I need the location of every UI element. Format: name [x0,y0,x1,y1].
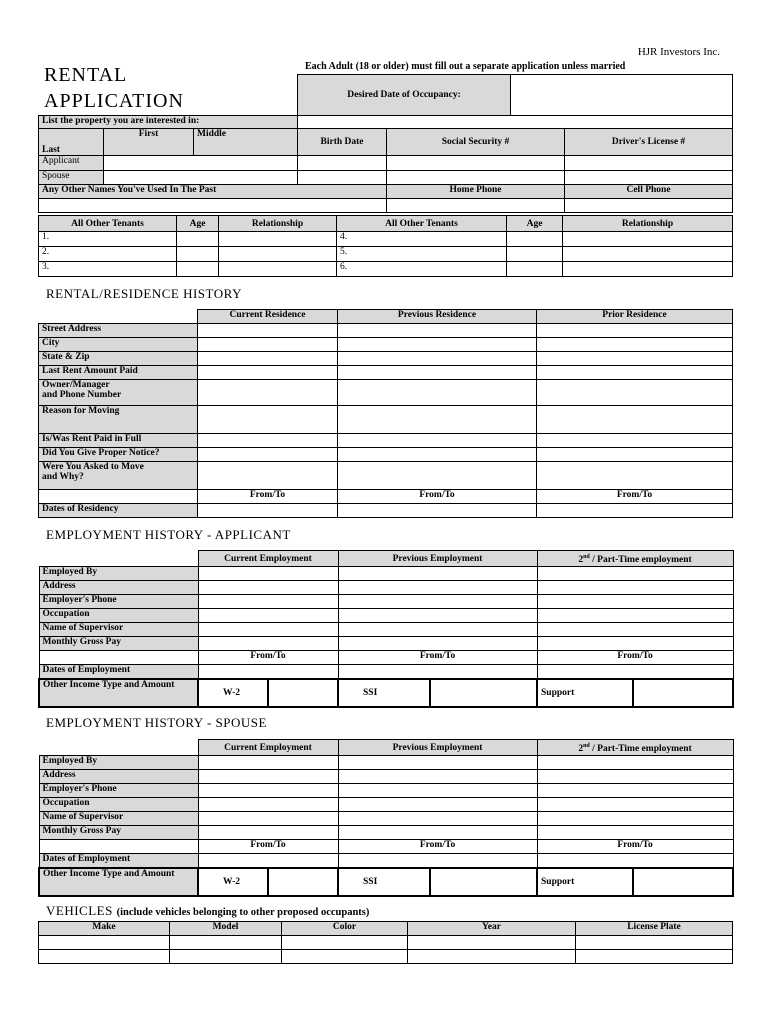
tenant-relationship-field[interactable] [563,232,733,247]
rental-entry-field[interactable] [198,324,338,338]
from-to-label: From/To [198,651,338,665]
col-license-plate: License Plate [576,922,733,936]
spouse-ssn-field[interactable] [387,171,565,185]
employment-entry-field[interactable] [338,826,537,840]
support-field[interactable] [633,868,733,896]
rental-entry-field[interactable] [537,352,733,366]
rental-row-label: City [39,338,198,352]
spouse-name-field[interactable] [104,171,298,185]
col-current-employment: Current Employment [198,740,338,756]
applicant-license-field[interactable] [565,156,733,171]
employment-entry-field[interactable] [338,756,537,770]
dates-field[interactable] [198,665,338,679]
other-names-field[interactable] [39,199,387,213]
employment-row-label: Name of Supervisor [39,623,198,637]
other-names-label: Any Other Names You've Used In The Past [39,185,387,199]
rental-entry-field[interactable] [338,324,537,338]
employment-entry-field[interactable] [537,812,733,826]
employment-row-label: Name of Supervisor [39,812,198,826]
col-previous-employment: Previous Employment [338,740,537,756]
col3-text: / Part-Time employment [589,744,692,755]
w2-field[interactable] [268,679,338,707]
employment-entry-field[interactable] [198,567,338,581]
rental-entry-field[interactable] [198,352,338,366]
employment-entry-field[interactable] [198,595,338,609]
from-to-label: From/To [338,490,537,504]
dates-of-employment-label: Dates of Employment [39,665,198,679]
rental-row-label: Street Address [39,324,198,338]
employment-row-label: Occupation [39,609,198,623]
ssi-label: SSI [338,679,430,707]
vehicle-plate-field[interactable] [576,936,733,950]
tenants-header-left: All Other Tenants [39,216,177,232]
rental-row-label: Last Rent Amount Paid [39,366,198,380]
rental-history-title: RENTAL/RESIDENCE HISTORY [46,286,242,301]
from-to-label: From/To [198,840,338,854]
col-middle: Middle [194,129,298,156]
from-to-label: From/To [537,651,733,665]
rental-entry-field[interactable] [537,338,733,352]
employment-row-label: Monthly Gross Pay [39,637,198,651]
vehicles-title-text: VEHICLES [46,903,113,918]
col-part-time-employment [537,740,733,756]
tenant-relationship-field[interactable] [219,232,337,247]
tenant-age-field[interactable] [507,262,563,277]
col3-sup: nd [583,553,590,560]
employment-row-label: Employed By [39,756,198,770]
employment-entry-field[interactable] [338,581,537,595]
home-phone-label: Home Phone [387,185,565,199]
col3-text: / Part-Time employment [589,555,692,566]
rental-entry-field[interactable] [198,462,338,490]
rental-entry-field[interactable] [198,366,338,380]
rental-entry-field[interactable] [338,338,537,352]
vehicle-year-field[interactable] [408,950,576,964]
occupancy-date-table [297,74,733,116]
col-year: Year [408,922,576,936]
col3-text: 2 [578,555,584,566]
rental-row-label: Reason for Moving [39,406,198,434]
col-last: Last [39,129,104,156]
tenant-age-field[interactable] [507,232,563,247]
employment-entry-field[interactable] [537,637,733,651]
col-current-employment: Current Employment [198,551,338,567]
support-label: Support [537,679,633,707]
rental-entry-field[interactable] [537,448,733,462]
tenant-relationship-field[interactable] [219,247,337,262]
employment-entry-field[interactable] [537,784,733,798]
tenant-number[interactable]: 4. [337,232,507,247]
rental-entry-field[interactable] [338,406,537,434]
employment-entry-field[interactable] [338,595,537,609]
col-previous-residence: Previous Residence [338,310,537,324]
vehicles-table [38,921,733,964]
employment-entry-field[interactable] [537,609,733,623]
applicant-ssn-field[interactable] [387,156,565,171]
rental-row-label: Owner/Manager and Phone Number [39,380,198,406]
employment-entry-field[interactable] [537,798,733,812]
rental-entry-field[interactable] [198,434,338,448]
tenants-header-right: All Other Tenants [337,216,507,232]
dates-field[interactable] [338,854,537,868]
tenant-number[interactable]: 6. [337,262,507,277]
property-label: List the property you are interested in: [39,116,298,129]
rental-entry-field[interactable] [537,380,733,406]
home-phone-field[interactable] [387,199,565,213]
rental-entry-field[interactable] [338,352,537,366]
from-to-label: From/To [537,840,733,854]
spouse-license-field[interactable] [565,171,733,185]
rental-entry-field[interactable] [198,448,338,462]
tenant-relationship-field[interactable] [563,247,733,262]
vehicle-make-field[interactable] [39,936,170,950]
tenant-age-field[interactable] [507,247,563,262]
blank-label-cell [39,651,198,665]
property-field[interactable] [298,116,733,129]
dates-field[interactable] [338,504,537,518]
tenant-relationship-field[interactable] [219,262,337,277]
col3-sup: nd [583,742,590,749]
employment-entry-field[interactable] [198,623,338,637]
occupancy-date-label: Desired Date of Occupancy: [298,75,511,116]
blank-corner [39,740,198,756]
applicant-row-label: Applicant [39,156,104,171]
rental-entry-field[interactable] [338,434,537,448]
applicant-info-table [38,115,733,213]
rental-row-label: State & Zip [39,352,198,366]
vehicle-model-field[interactable] [170,936,282,950]
from-to-label: From/To [338,651,537,665]
rental-entry-field[interactable] [198,338,338,352]
support-field[interactable] [633,679,733,707]
col3-text: 2 [578,744,584,755]
col-model: Model [170,922,282,936]
col-drivers-license: Driver's License # [565,129,733,156]
blank-corner [39,551,198,567]
company-name: HJR Investors Inc. [637,46,720,58]
employment-applicant-table [38,550,734,708]
rental-entry-field[interactable] [198,380,338,406]
dates-of-residency-label: Dates of Residency [39,504,198,518]
rental-entry-field[interactable] [338,366,537,380]
other-tenants-table [38,215,733,277]
rental-entry-field[interactable] [537,434,733,448]
occupancy-date-field[interactable] [511,75,733,116]
employment-entry-field[interactable] [198,609,338,623]
tenant-age-field[interactable] [177,232,219,247]
vehicles-title [46,903,369,919]
rental-entry-field[interactable] [537,324,733,338]
tenant-age-field[interactable] [177,262,219,277]
dates-field[interactable] [537,854,733,868]
from-to-label: From/To [198,490,338,504]
employment-row-label: Monthly Gross Pay [39,826,198,840]
employment-row-label: Employer's Phone [39,784,198,798]
employment-row-label: Address [39,770,198,784]
other-income-label: Other Income Type and Amount [39,679,198,707]
employment-entry-field[interactable] [198,826,338,840]
spouse-row-label: Spouse [39,171,104,185]
vehicle-color-field[interactable] [282,950,408,964]
col-make: Make [39,922,170,936]
dates-field[interactable] [338,665,537,679]
rental-entry-field[interactable] [537,406,733,434]
spouse-birth-field[interactable] [298,171,387,185]
blank-corner [39,310,198,324]
rental-entry-field[interactable] [338,380,537,406]
employment-entry-field[interactable] [537,826,733,840]
employment-entry-field[interactable] [198,784,338,798]
rental-row-label: Were You Asked to Move and Why? [39,462,198,490]
form-title-line1: RENTAL [44,64,128,86]
employment-entry-field[interactable] [537,770,733,784]
col-birth-date: Birth Date [298,129,387,156]
cell-phone-field[interactable] [565,199,733,213]
vehicle-plate-field[interactable] [576,950,733,964]
tenant-age-field[interactable] [177,247,219,262]
employment-entry-field[interactable] [198,798,338,812]
col-part-time-employment [537,551,733,567]
relationship-header-right: Relationship [563,216,733,232]
ssi-field[interactable] [430,679,537,707]
dates-of-employment-label: Dates of Employment [39,854,198,868]
vehicle-make-field[interactable] [39,950,170,964]
col-prior-residence: Prior Residence [537,310,733,324]
vehicle-model-field[interactable] [170,950,282,964]
col-first: First [104,129,194,156]
employment-entry-field[interactable] [338,784,537,798]
rental-entry-field[interactable] [537,462,733,490]
vehicle-color-field[interactable] [282,936,408,950]
employment-entry-field[interactable] [198,770,338,784]
rental-history-table [38,309,733,518]
tenant-number[interactable]: 5. [337,247,507,262]
applicant-birth-field[interactable] [298,156,387,171]
rental-entry-field[interactable] [338,448,537,462]
employment-entry-field[interactable] [338,770,537,784]
ssi-label: SSI [338,868,430,896]
rental-entry-field[interactable] [338,462,537,490]
from-to-label: From/To [537,490,733,504]
vehicles-note: (include vehicles belonging to other proposed occupants) [116,907,370,918]
employment-entry-field[interactable] [338,609,537,623]
separate-application-notice: Each Adult (18 or older) must fill out a separate application unless married [305,61,626,72]
employment-entry-field[interactable] [338,798,537,812]
employment-row-label: Employer's Phone [39,595,198,609]
employment-entry-field[interactable] [198,637,338,651]
employment-entry-field[interactable] [537,567,733,581]
tenant-number[interactable]: 3. [39,262,177,277]
employment-row-label: Address [39,581,198,595]
dates-field[interactable] [198,854,338,868]
from-to-label: From/To [338,840,537,854]
w2-label: W-2 [198,868,268,896]
employment-entry-field[interactable] [338,812,537,826]
rental-row-label: Did You Give Proper Notice? [39,448,198,462]
employment-row-label: Employed By [39,567,198,581]
cell-phone-label: Cell Phone [565,185,733,199]
employment-entry-field[interactable] [198,812,338,826]
tenant-number[interactable]: 2. [39,247,177,262]
dates-field[interactable] [537,504,733,518]
employment-entry-field[interactable] [198,581,338,595]
col-color: Color [282,922,408,936]
vehicle-year-field[interactable] [408,936,576,950]
rental-entry-field[interactable] [198,406,338,434]
relationship-header-left: Relationship [219,216,337,232]
employment-entry-field[interactable] [537,756,733,770]
support-label: Support [537,868,633,896]
dates-field[interactable] [198,504,338,518]
w2-label: W-2 [198,679,268,707]
employment-row-label: Occupation [39,798,198,812]
employment-entry-field[interactable] [338,623,537,637]
employment-entry-field[interactable] [338,637,537,651]
form-title-line2: APPLICATION [44,90,184,112]
employment-entry-field[interactable] [537,595,733,609]
employment-applicant-title: EMPLOYMENT HISTORY - APPLICANT [46,527,291,542]
col-current-residence: Current Residence [198,310,338,324]
blank-label-cell [39,490,198,504]
col-previous-employment: Previous Employment [338,551,537,567]
ssi-field[interactable] [430,868,537,896]
employment-entry-field[interactable] [537,623,733,637]
tenant-relationship-field[interactable] [563,262,733,277]
applicant-name-field[interactable] [104,156,298,171]
col-ssn: Social Security # [387,129,565,156]
rental-entry-field[interactable] [537,366,733,380]
tenant-number[interactable]: 1. [39,232,177,247]
employment-spouse-table [38,739,734,897]
dates-field[interactable] [537,665,733,679]
employment-entry-field[interactable] [198,756,338,770]
employment-spouse-title: EMPLOYMENT HISTORY - SPOUSE [46,715,267,730]
age-header-left: Age [177,216,219,232]
w2-field[interactable] [268,868,338,896]
other-income-label: Other Income Type and Amount [39,868,198,896]
age-header-right: Age [507,216,563,232]
employment-entry-field[interactable] [338,567,537,581]
employment-entry-field[interactable] [537,581,733,595]
rental-row-label: Is/Was Rent Paid in Full [39,434,198,448]
blank-label-cell [39,840,198,854]
